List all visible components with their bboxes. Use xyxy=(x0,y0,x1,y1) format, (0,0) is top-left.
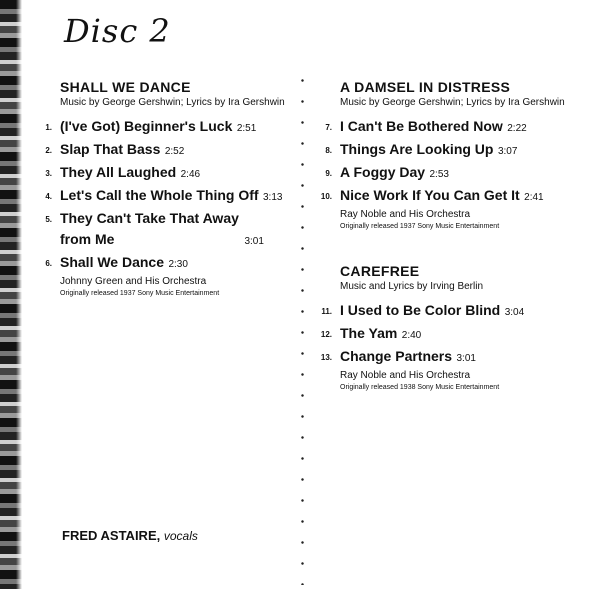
track-title: Change Partners xyxy=(340,348,453,364)
track-number: 1. xyxy=(45,123,52,132)
track-item xyxy=(320,346,590,369)
track-title: (I've Got) Beginner's Luck xyxy=(60,118,233,134)
track-number: 3. xyxy=(45,169,52,178)
right-column xyxy=(320,78,590,423)
track-duration: 2:30 xyxy=(168,259,188,270)
track-title: I Used to Be Color Blind xyxy=(340,302,501,318)
track-item xyxy=(45,208,320,252)
performer: Ray Noble and His Orchestra xyxy=(340,209,471,220)
track-number: 7. xyxy=(325,123,332,132)
track-title: The Yam xyxy=(340,325,398,341)
album-carefree xyxy=(320,262,590,393)
album-credits: Music and Lyrics by Irving Berlin xyxy=(340,281,484,292)
track-item xyxy=(320,323,590,346)
track-number: 5. xyxy=(45,215,52,224)
track-duration: 3:13 xyxy=(263,192,283,203)
track-duration: 3:07 xyxy=(497,146,518,157)
track-title: A Foggy Day xyxy=(340,164,426,180)
track-list xyxy=(320,116,590,208)
track-item xyxy=(45,116,320,139)
track-item xyxy=(325,116,590,139)
track-duration: 2:52 xyxy=(164,146,185,157)
track-number: 9. xyxy=(325,169,332,178)
track-number: 2. xyxy=(45,146,52,155)
release-note: Originally released 1937 Sony Music Entertainment xyxy=(60,290,220,297)
track-title: Shall We Dance xyxy=(60,254,165,270)
track-item xyxy=(321,300,590,323)
track-number: 11. xyxy=(321,307,332,316)
album-title: SHALL WE DANCE xyxy=(60,79,191,95)
performer: Ray Noble and His Orchestra xyxy=(340,370,471,381)
track-title: Things Are Looking Up xyxy=(340,141,494,157)
album-title: A DAMSEL IN DISTRESS xyxy=(340,79,511,95)
track-title: Nice Work If You Can Get It xyxy=(340,187,520,203)
release-note: Originally released 1938 Sony Music Entertainment xyxy=(340,384,500,391)
track-item xyxy=(325,162,590,185)
vocals-credit: FRED ASTAIRE, vocals xyxy=(62,528,198,543)
track-duration: 2:51 xyxy=(236,123,257,134)
track-title: They Can't Take That Away from Me xyxy=(60,210,239,247)
track-list xyxy=(320,300,590,369)
track-duration: 3:01 xyxy=(244,236,264,247)
track-item xyxy=(320,185,590,208)
track-number: 12. xyxy=(320,330,332,339)
track-number: 10. xyxy=(320,192,332,201)
track-item xyxy=(45,252,320,275)
dotted-divider xyxy=(301,70,304,585)
performer: Johnny Green and His Orchestra xyxy=(60,276,207,287)
track-duration: 2:40 xyxy=(401,330,422,341)
disc-title: Disc 2 xyxy=(64,12,171,50)
track-title: I Can't Be Bothered Now xyxy=(340,118,503,134)
track-item xyxy=(45,162,320,185)
track-item xyxy=(45,185,320,208)
track-number: 13. xyxy=(320,353,332,362)
album-title: CAREFREE xyxy=(340,263,420,279)
track-number: 6. xyxy=(45,259,52,268)
track-title: Slap That Bass xyxy=(60,141,161,157)
scan-edge-pattern xyxy=(0,0,22,589)
track-number: 4. xyxy=(45,192,52,201)
track-title: Let's Call the Whole Thing Off xyxy=(60,187,259,203)
track-duration: 3:04 xyxy=(504,307,525,318)
track-item xyxy=(45,139,320,162)
track-item xyxy=(325,139,590,162)
track-duration: 2:53 xyxy=(429,169,449,180)
album-credits: Music by George Gershwin; Lyrics by Ira Gershwin xyxy=(60,97,285,108)
track-title: They All Laughed xyxy=(60,164,177,180)
track-list xyxy=(45,116,320,275)
album-credits: Music by George Gershwin; Lyrics by Ira Gershwin xyxy=(340,97,565,108)
album-a-damsel-in-distress xyxy=(320,78,590,232)
vocals-artist: FRED ASTAIRE xyxy=(62,528,157,543)
track-duration: 2:46 xyxy=(180,169,201,180)
track-duration: 3:01 xyxy=(456,353,476,364)
left-column xyxy=(45,78,320,329)
track-duration: 2:41 xyxy=(524,192,544,203)
release-note: Originally released 1937 Sony Music Entertainment xyxy=(340,223,500,230)
vocals-role: vocals xyxy=(163,529,198,543)
album-shall-we-dance xyxy=(45,78,320,299)
track-number: 8. xyxy=(325,146,332,155)
track-duration: 2:22 xyxy=(507,123,527,134)
